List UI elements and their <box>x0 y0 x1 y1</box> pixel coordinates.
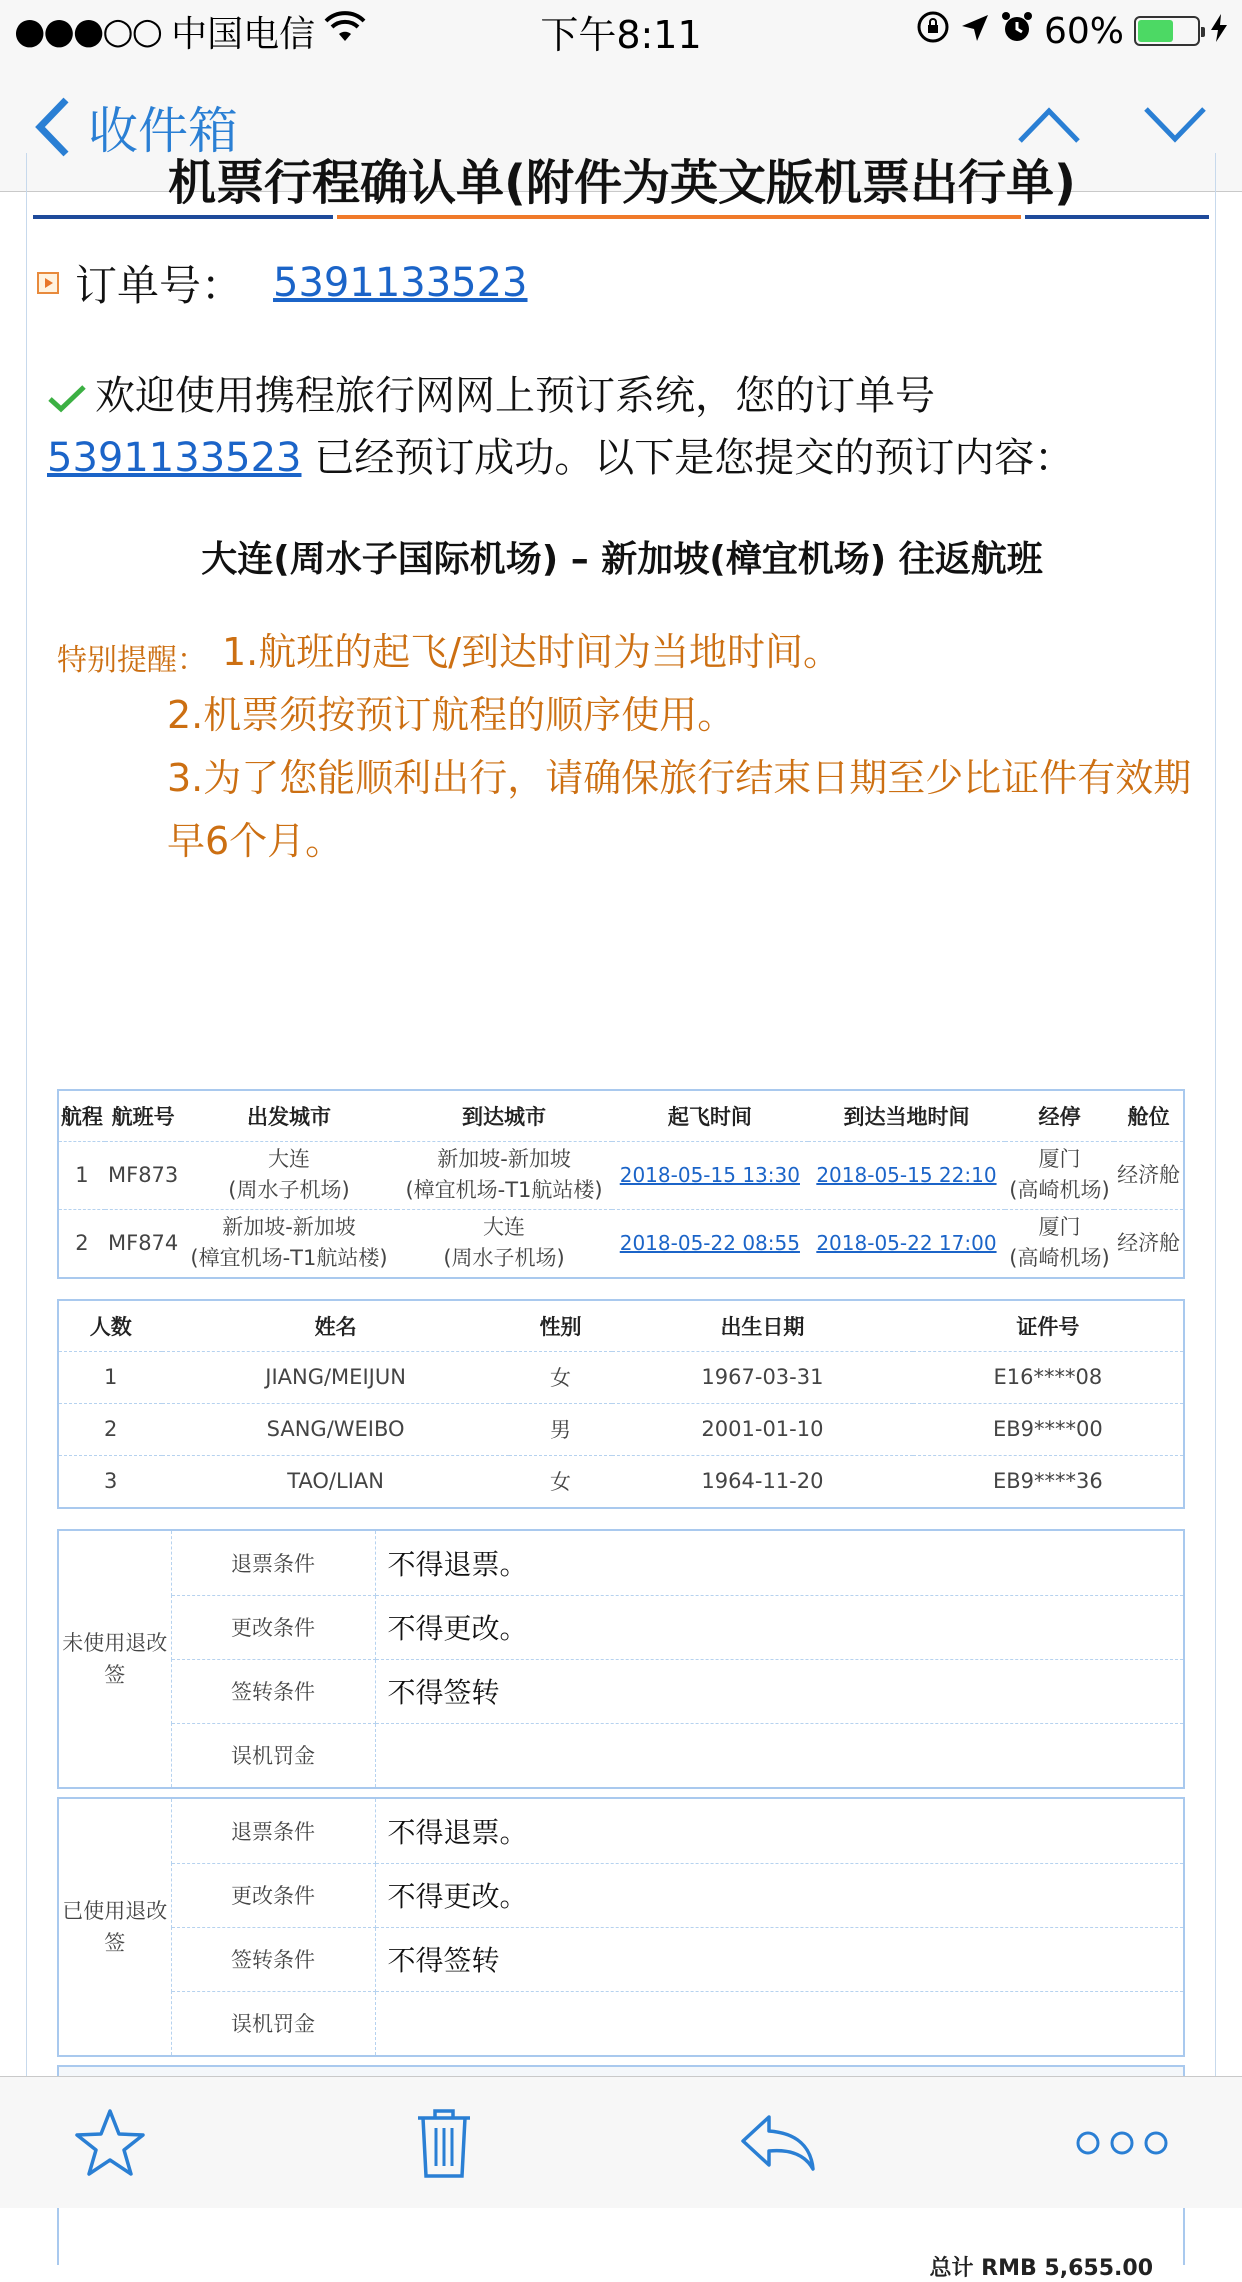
arrival-time-cell <box>808 1141 1005 1209</box>
airport-name: (樟宜机场-T1航站楼) <box>405 1178 603 1202</box>
departure-time-link[interactable]: 2018-05-15 13:30 <box>619 1162 800 1187</box>
star-icon <box>73 2107 147 2179</box>
departure-time-link[interactable]: 2018-05-22 08:55 <box>619 1230 800 1255</box>
bullet-icon <box>37 272 59 294</box>
order-label: 订单号： <box>75 261 244 310</box>
arrival-city <box>397 1141 612 1209</box>
column-header: 姓名 <box>162 1301 508 1351</box>
column-header: 性别 <box>509 1301 612 1351</box>
reminder-item: 2.机票须按预订航程的顺序使用。 <box>167 693 736 737</box>
message-navigation <box>1016 105 1208 149</box>
flight-table-header <box>59 1091 1183 1141</box>
arrival-time-link[interactable]: 2018-05-22 17:00 <box>816 1230 997 1255</box>
passenger-gender: 女 <box>549 1470 571 1495</box>
unused-change-rules <box>57 1529 1185 1789</box>
departure-time-cell <box>612 1141 809 1209</box>
chevron-down-icon <box>1142 105 1208 145</box>
segment-number: 2 <box>75 1230 89 1255</box>
rule-value <box>375 1723 1183 1787</box>
order-number-line <box>37 253 528 313</box>
rule-row <box>59 1991 1183 2055</box>
flight-number: MF873 <box>105 1141 182 1209</box>
previous-message-button[interactable] <box>1016 105 1082 149</box>
reminder-item: 1.航班的起飞/到达时间为当地时间。 <box>222 630 842 674</box>
airport-name: (高崎机场) <box>1009 1246 1110 1271</box>
rule-condition: 签转条件 <box>171 1927 375 1991</box>
column-header: 航班号 <box>105 1091 182 1141</box>
city-name: 新加坡-新加坡 <box>437 1147 571 1171</box>
passenger-gender: 男 <box>509 1403 612 1455</box>
passenger-dob: 1964-11-20 <box>701 1469 824 1494</box>
alarm-clock-icon <box>1000 10 1034 53</box>
rule-value: 不得更改。 <box>375 1863 1183 1927</box>
signal-strength-icon: ●●●○○ <box>14 10 162 52</box>
city-name: 厦门 <box>1038 1147 1081 1171</box>
flight-row <box>59 1141 1183 1209</box>
rule-condition: 退票条件 <box>171 1531 375 1595</box>
passenger-index: 1 <box>59 1351 162 1403</box>
column-header: 人数 <box>59 1301 162 1351</box>
welcome-text: 欢迎使用携程旅行网网上预订系统，您的订单号 <box>95 373 935 419</box>
wifi-icon <box>325 11 365 52</box>
price-total: 总计 RMB 5,655.00 <box>929 2256 1153 2281</box>
rule-condition: 误机罚金 <box>171 1991 375 2055</box>
passenger-table-header <box>59 1301 1183 1351</box>
reminder-list <box>167 621 1207 873</box>
rule-value: 不得签转 <box>375 1659 1183 1723</box>
carrier-name: 中国电信 <box>171 13 316 55</box>
passenger-table-body <box>59 1351 1183 1507</box>
column-header: 航程 <box>59 1091 105 1141</box>
rule-group-label: 已使用退改签 <box>59 1799 171 2055</box>
title-divider <box>33 215 1209 219</box>
rule-value: 不得退票。 <box>375 1531 1183 1595</box>
passenger-row <box>59 1403 1183 1455</box>
rule-value: 不得退票。 <box>375 1799 1183 1863</box>
passenger-name: JIANG/MEIJUN <box>162 1351 508 1403</box>
reminder-label: 特别提醒： <box>57 643 207 678</box>
email-content <box>26 153 1216 2281</box>
arrival-time-cell <box>808 1209 1005 1277</box>
bottom-toolbar <box>0 2076 1242 2208</box>
passenger-id-number: EB9****36 <box>992 1469 1103 1494</box>
city-name: 大连 <box>483 1215 526 1240</box>
segment-number: 1 <box>59 1141 105 1209</box>
rule-row <box>59 1927 1183 1991</box>
rule-condition: 签转条件 <box>171 1659 375 1723</box>
flight-table <box>57 1089 1185 1279</box>
rule-row <box>59 1659 1183 1723</box>
orientation-lock-icon <box>916 10 950 53</box>
rule-row <box>59 1799 1183 1863</box>
flight-row <box>59 1209 1183 1277</box>
status-bar <box>0 0 1242 62</box>
reminder-item: 3.为了您能顺利出行，请确保旅行结束日期至少比证件有效期早6个月。 <box>167 756 1192 863</box>
more-icon <box>1074 2128 1170 2158</box>
arrival-time-link[interactable]: 2018-05-15 22:10 <box>816 1162 997 1187</box>
airport-name: (周水子机场) <box>228 1178 350 1202</box>
cabin-class: 经济舱 <box>1117 1230 1181 1255</box>
rule-value: 不得更改。 <box>375 1595 1183 1659</box>
order-number-link[interactable]: 5391133523 <box>273 260 528 306</box>
rule-condition: 误机罚金 <box>171 1723 375 1787</box>
stopover <box>1005 1209 1115 1277</box>
status-time: 下午8:11 <box>540 12 702 57</box>
passenger-index: 2 <box>59 1403 162 1455</box>
column-header: 舱位 <box>1114 1091 1183 1141</box>
passenger-name: SANG/WEIBO <box>162 1403 508 1455</box>
check-icon <box>47 383 87 413</box>
used-rules-table <box>59 1799 1183 2055</box>
reply-button[interactable] <box>738 2103 818 2183</box>
battery-level <box>1138 20 1173 42</box>
rule-value: 不得签转 <box>375 1927 1183 1991</box>
special-reminder <box>57 621 1207 873</box>
flight-table-body <box>59 1141 1183 1277</box>
status-left <box>14 6 365 57</box>
stopover <box>1005 1141 1115 1209</box>
route-title: 大连(周水子国际机场) – 新加坡(樟宜机场) 往返航班 <box>201 539 1043 580</box>
passenger-gender: 女 <box>509 1351 612 1403</box>
airport-name: (周水子机场) <box>443 1246 565 1271</box>
city-name: 大连 <box>267 1147 310 1171</box>
passenger-name: TAO/LIAN <box>287 1469 384 1494</box>
welcome-order-number-link[interactable]: 5391133523 <box>47 435 302 481</box>
airport-name: (高崎机场) <box>1009 1178 1110 1202</box>
passenger-id-number: E16****08 <box>913 1351 1183 1403</box>
column-header: 到达城市 <box>397 1091 612 1141</box>
battery-percent: 60% <box>1043 10 1124 52</box>
charging-bolt-icon <box>1210 11 1228 52</box>
passenger-id-number: EB9****00 <box>913 1403 1183 1455</box>
rule-condition: 更改条件 <box>171 1863 375 1927</box>
column-header: 出生日期 <box>612 1301 913 1351</box>
unused-rules-table <box>59 1531 1183 1787</box>
passenger-index: 3 <box>104 1469 118 1494</box>
reply-icon <box>739 2113 817 2173</box>
flag-button[interactable] <box>70 2103 150 2183</box>
departure-city <box>181 1141 396 1209</box>
passenger-dob: 2001-01-10 <box>612 1403 913 1455</box>
status-right <box>916 10 1228 53</box>
column-header: 经停 <box>1005 1091 1115 1141</box>
trash-icon <box>414 2106 474 2180</box>
rule-condition: 退票条件 <box>171 1799 375 1863</box>
email-body[interactable] <box>0 155 1242 2281</box>
city-name: 新加坡-新加坡 <box>222 1215 356 1240</box>
passenger-row <box>59 1351 1183 1403</box>
chevron-up-icon <box>1016 105 1082 145</box>
battery-icon <box>1134 16 1200 46</box>
passenger-dob: 1967-03-31 <box>612 1351 913 1403</box>
itinerary-title: 机票行程确认单(附件为英文版机票出行单) <box>168 155 1076 211</box>
passenger-row <box>59 1455 1183 1507</box>
column-header: 证件号 <box>913 1301 1183 1351</box>
city-name: 厦门 <box>1038 1215 1081 1240</box>
rule-value <box>375 1991 1183 2055</box>
cabin-class: 经济舱 <box>1114 1141 1183 1209</box>
flight-number: MF874 <box>108 1230 179 1255</box>
column-header: 到达当地时间 <box>808 1091 1005 1141</box>
used-change-rules <box>57 1797 1185 2057</box>
next-message-button[interactable] <box>1142 105 1208 149</box>
rule-row <box>59 1723 1183 1787</box>
back-to-inbox-button[interactable] <box>34 91 238 163</box>
column-header: 起飞时间 <box>612 1091 809 1141</box>
delete-button[interactable] <box>404 2103 484 2183</box>
column-header: 出发城市 <box>181 1091 396 1141</box>
passenger-table <box>57 1299 1185 1509</box>
departure-city <box>181 1209 396 1277</box>
rule-group-label: 未使用退改签 <box>59 1531 171 1787</box>
chevron-left-icon <box>34 96 70 158</box>
arrival-city <box>397 1209 612 1277</box>
rule-row <box>59 1595 1183 1659</box>
rule-row <box>59 1531 1183 1595</box>
departure-time-cell <box>612 1209 809 1277</box>
location-arrow-icon <box>960 11 990 52</box>
more-button[interactable] <box>1072 2103 1172 2183</box>
rule-row <box>59 1863 1183 1927</box>
back-label: 收件箱 <box>88 101 238 160</box>
rule-condition: 更改条件 <box>171 1595 375 1659</box>
airport-name: (樟宜机场-T1航站楼) <box>190 1246 388 1271</box>
welcome-message <box>47 365 1207 489</box>
welcome-suffix: 已经预订成功。以下是您提交的预订内容： <box>301 435 1075 481</box>
